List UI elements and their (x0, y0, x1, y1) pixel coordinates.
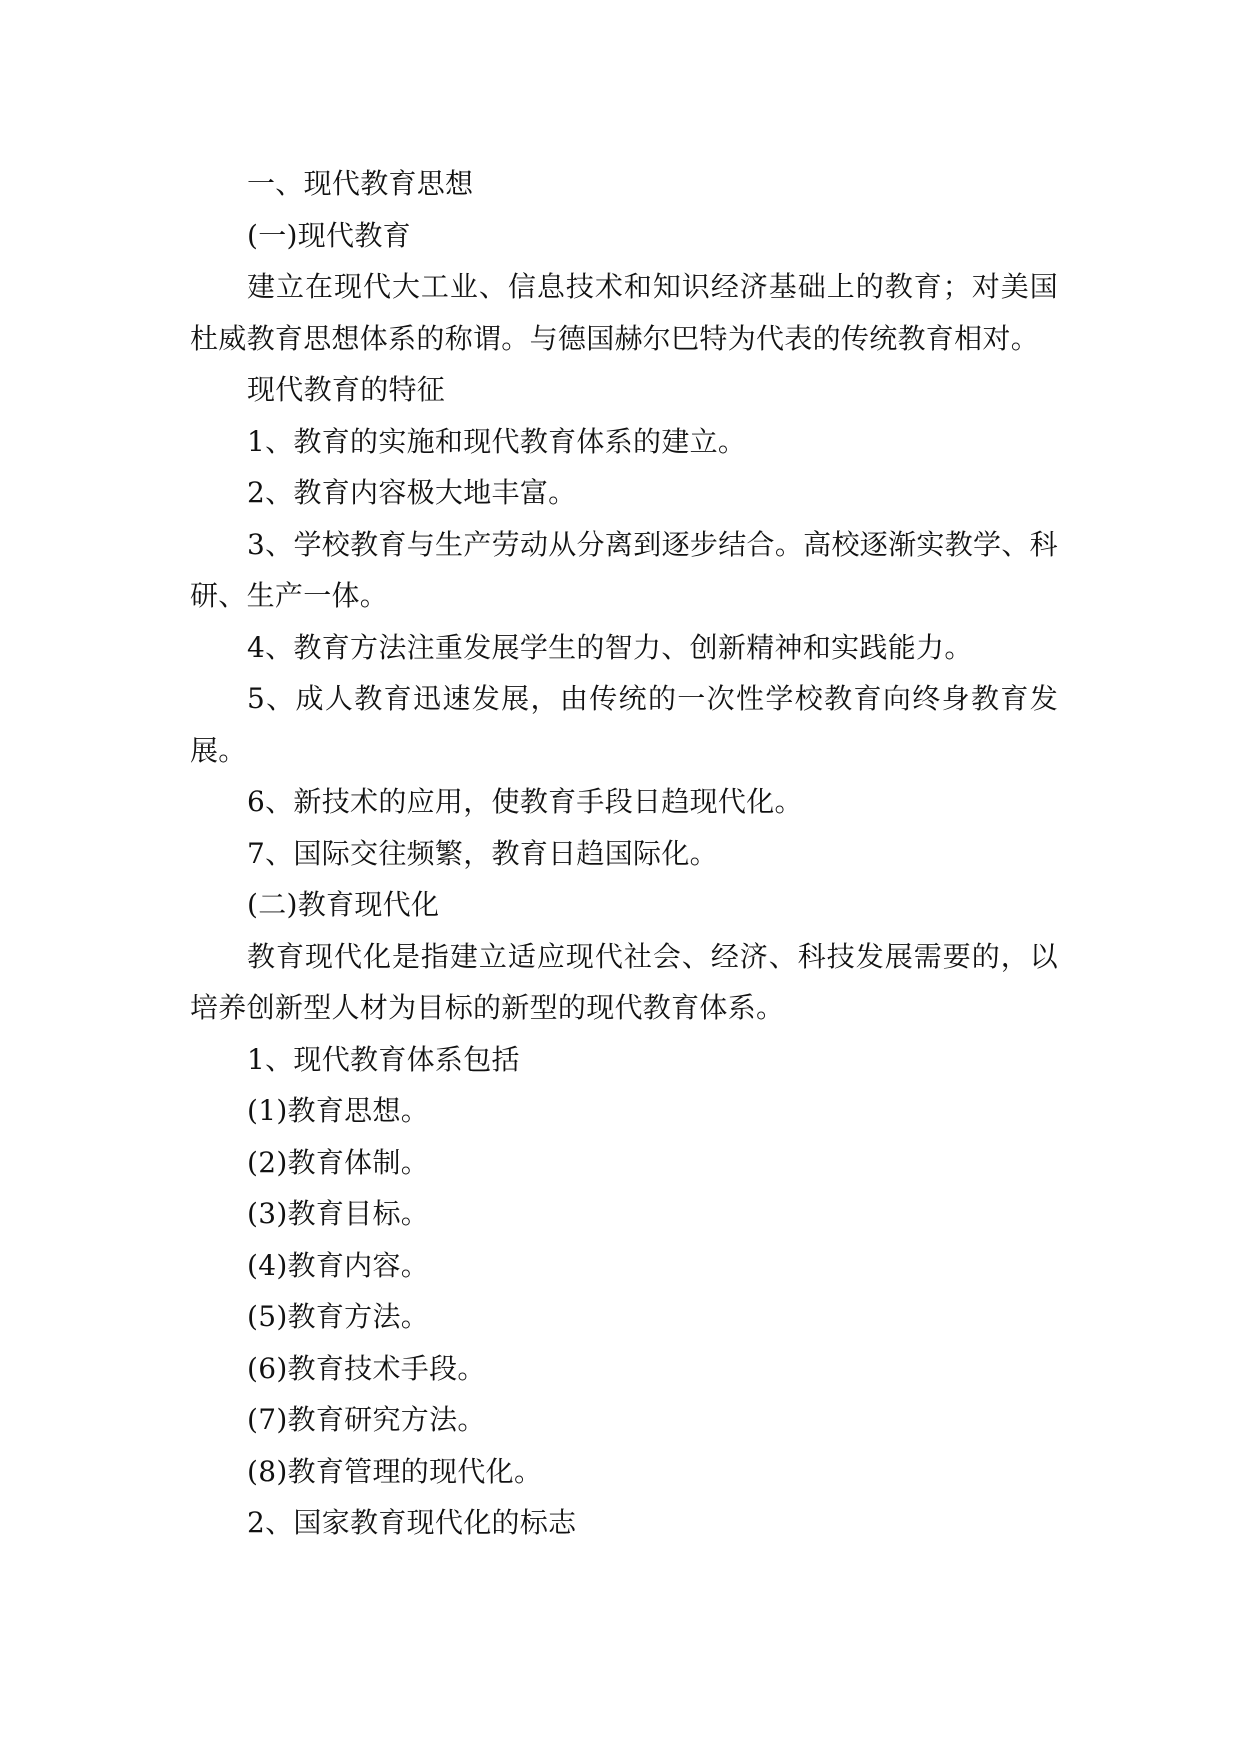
definition-paragraph: 建立在现代大工业、信息技术和知识经济基础上的教育；对美国杜威教育思想体系的称谓。与德国赫尔巴特为代表的传统教育相对。 (190, 270, 1058, 355)
subsection-heading: (二)教育现代化 (247, 888, 440, 921)
system-item: (7)教育研究方法。 (247, 1403, 486, 1436)
definition-paragraph: 教育现代化是指建立适应现代社会、经济、科技发展需要的，以培养创新型人材为目标的新型的现代教育体系。 (190, 939, 1058, 1024)
features-heading: 现代教育的特征 (247, 373, 446, 406)
feature-item: 7、国际交往频繁，教育日趋国际化。 (247, 836, 718, 870)
feature-item: 6、新技术的应用，使教育手段日趋现代化。 (247, 785, 803, 818)
feature-item: 3、学校教育与生产劳动从分离到逐步结合。高校逐渐实教学、科研、生产一体。 (190, 527, 1058, 612)
feature-item: 2、教育内容极大地丰富。 (247, 476, 577, 509)
system-item: (5)教育方法。 (247, 1300, 430, 1333)
feature-item: 1、教育的实施和现代教育体系的建立。 (247, 424, 747, 458)
system-heading: 1、现代教育体系包括 (247, 1042, 520, 1076)
subsection-heading: (一)现代教育 (247, 218, 411, 252)
system-item: (3)教育目标。 (247, 1197, 430, 1230)
system-item: (6)教育技术手段。 (247, 1351, 486, 1385)
feature-item: 5、成人教育迅速发展，由传统的一次性学校教育向终身教育发展。 (190, 682, 1058, 767)
section-heading: 一、现代教育思想 (247, 167, 474, 200)
system-item: (2)教育体制。 (247, 1145, 430, 1179)
system-item: (4)教育内容。 (247, 1248, 430, 1282)
system-item: (8)教育管理的现代化。 (247, 1454, 543, 1488)
feature-item: 4、教育方法注重发展学生的智力、创新精神和实践能力。 (247, 630, 973, 664)
document-body (190, 158, 1058, 1549)
national-heading: 2、国家教育现代化的标志 (247, 1506, 577, 1539)
system-item: (1)教育思想。 (247, 1094, 430, 1127)
